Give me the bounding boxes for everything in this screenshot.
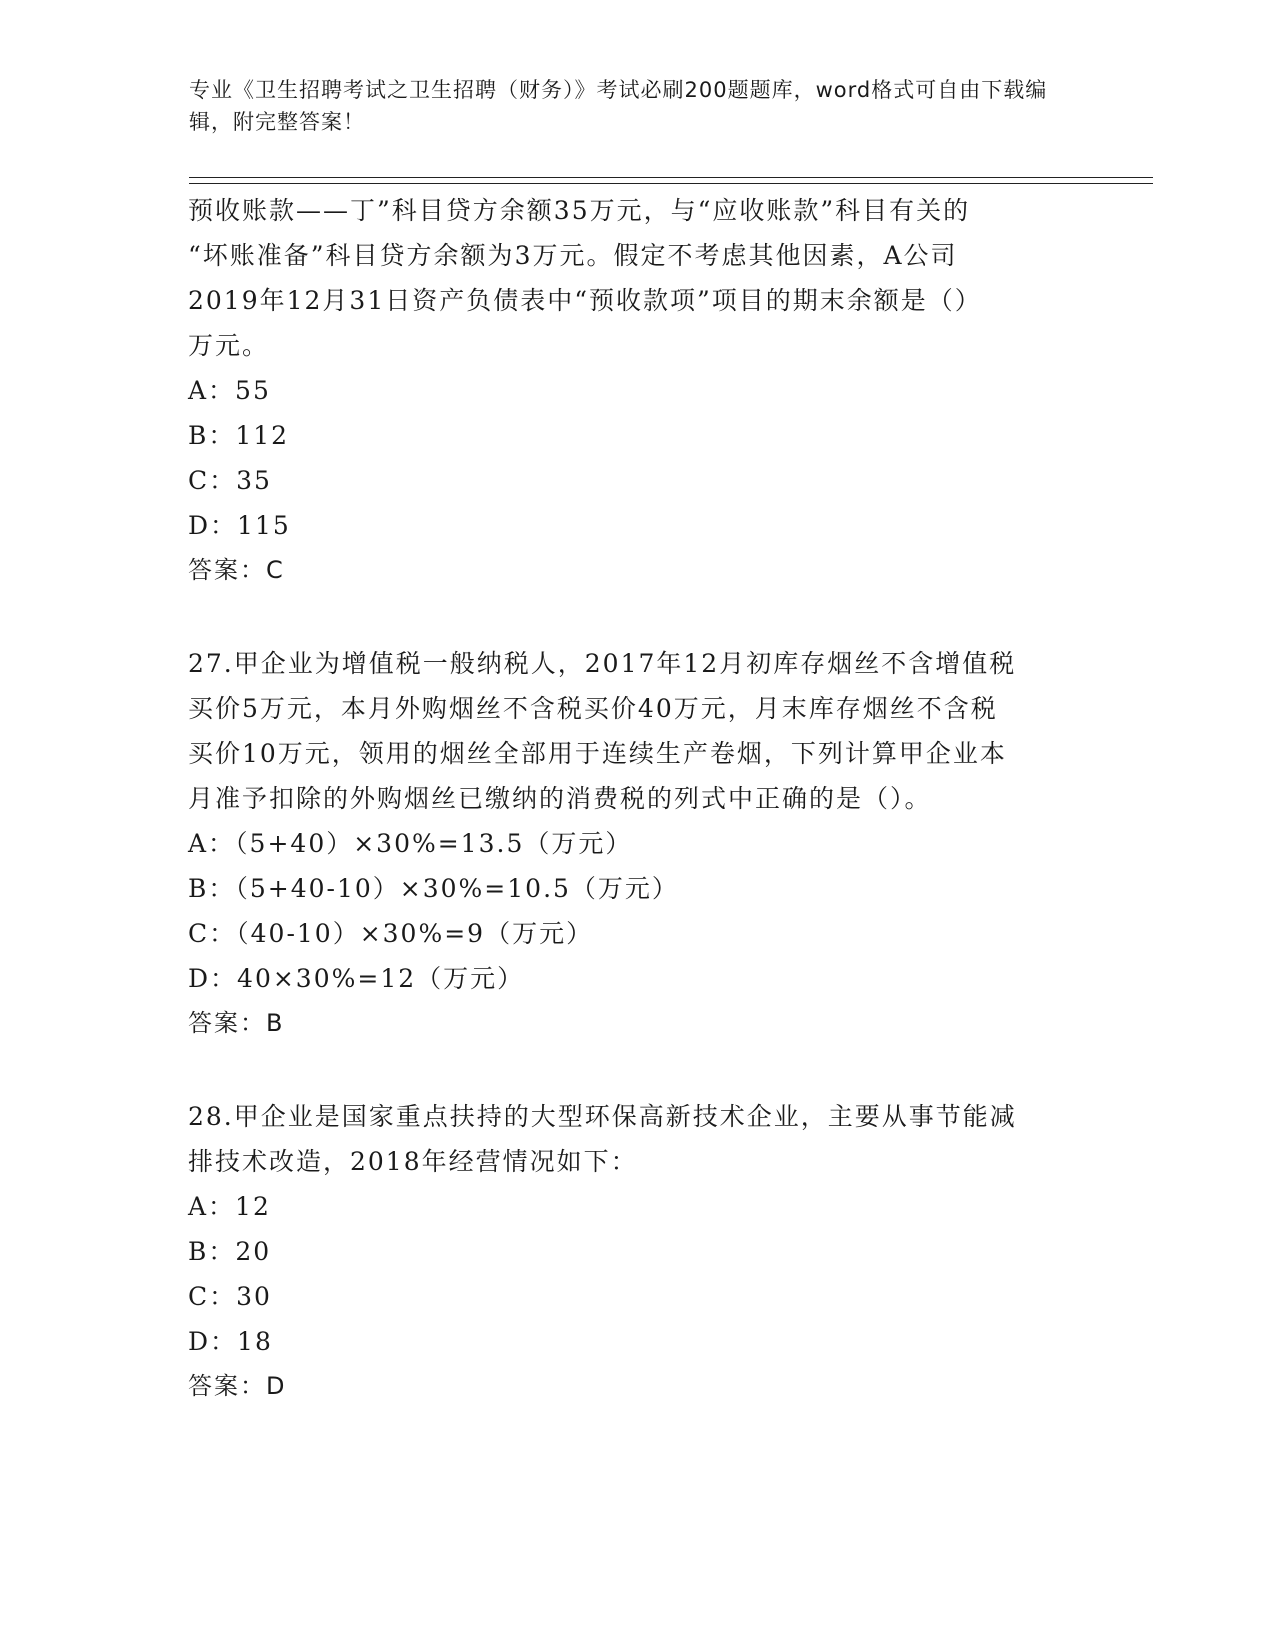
document-header: 专业《卫生招聘考试之卫生招聘（财务）》考试必刷200题题库，word格式可自由下载编辑，附完整答案！ (189, 78, 1048, 134)
question-text-line: 买价10万元，领用的烟丝全部用于连续生产卷烟，下列计算甲企业本 (188, 739, 1007, 768)
option-d: D：40×30%=12（万元） (188, 964, 525, 993)
option-c: C：30 (188, 1282, 272, 1311)
option-c: C：35 (188, 466, 272, 495)
option-d: D：18 (188, 1327, 273, 1356)
option-d: D：115 (188, 511, 291, 540)
option-b: B：112 (188, 421, 290, 450)
document-body (188, 188, 1088, 1409)
question-text-line: 27.甲企业为增值税一般纳税人，2017年12月初库存烟丝不含增值税 (188, 649, 1017, 678)
spacer (188, 593, 1088, 641)
option-a: A：12 (188, 1192, 271, 1221)
option-a: A：55 (188, 376, 271, 405)
question-text-line: 28.甲企业是国家重点扶持的大型环保高新技术企业，主要从事节能减 (188, 1102, 1017, 1131)
option-a: A：（5+40）×30%=13.5（万元） (188, 829, 633, 858)
question-block (188, 188, 1088, 593)
question-block (188, 641, 1088, 1046)
spacer (188, 1046, 1088, 1094)
question-text-line: 预收账款——丁”科目贷方余额35万元，与“应收账款”科目有关的 (188, 196, 971, 225)
header-rule-double (189, 183, 1153, 184)
question-text-line: 2019年12月31日资产负债表中“预收款项”项目的期末余额是（） (188, 286, 982, 315)
option-b: B：（5+40-10）×30%=10.5（万元） (188, 874, 679, 903)
question-block (188, 1094, 1088, 1409)
answer-line: 答案：D (188, 1372, 287, 1400)
question-text-line: 排技术改造，2018年经营情况如下： (188, 1147, 638, 1176)
question-text-line: 买价5万元，本月外购烟丝不含税买价40万元，月末库存烟丝不含税 (188, 694, 998, 723)
answer-line: 答案：C (188, 556, 285, 584)
header-rule (189, 177, 1153, 178)
option-c: C：（40-10）×30%=9（万元） (188, 919, 594, 948)
option-b: B：20 (188, 1237, 272, 1266)
question-text-line: 万元。 (188, 331, 270, 360)
question-text-line: 月准予扣除的外购烟丝已缴纳的消费税的列式中正确的是（）。 (188, 784, 932, 813)
question-text-line: “坏账准备”科目贷方余额为3万元。假定不考虑其他因素，A公司 (188, 241, 958, 270)
answer-line: 答案：B (188, 1009, 285, 1037)
